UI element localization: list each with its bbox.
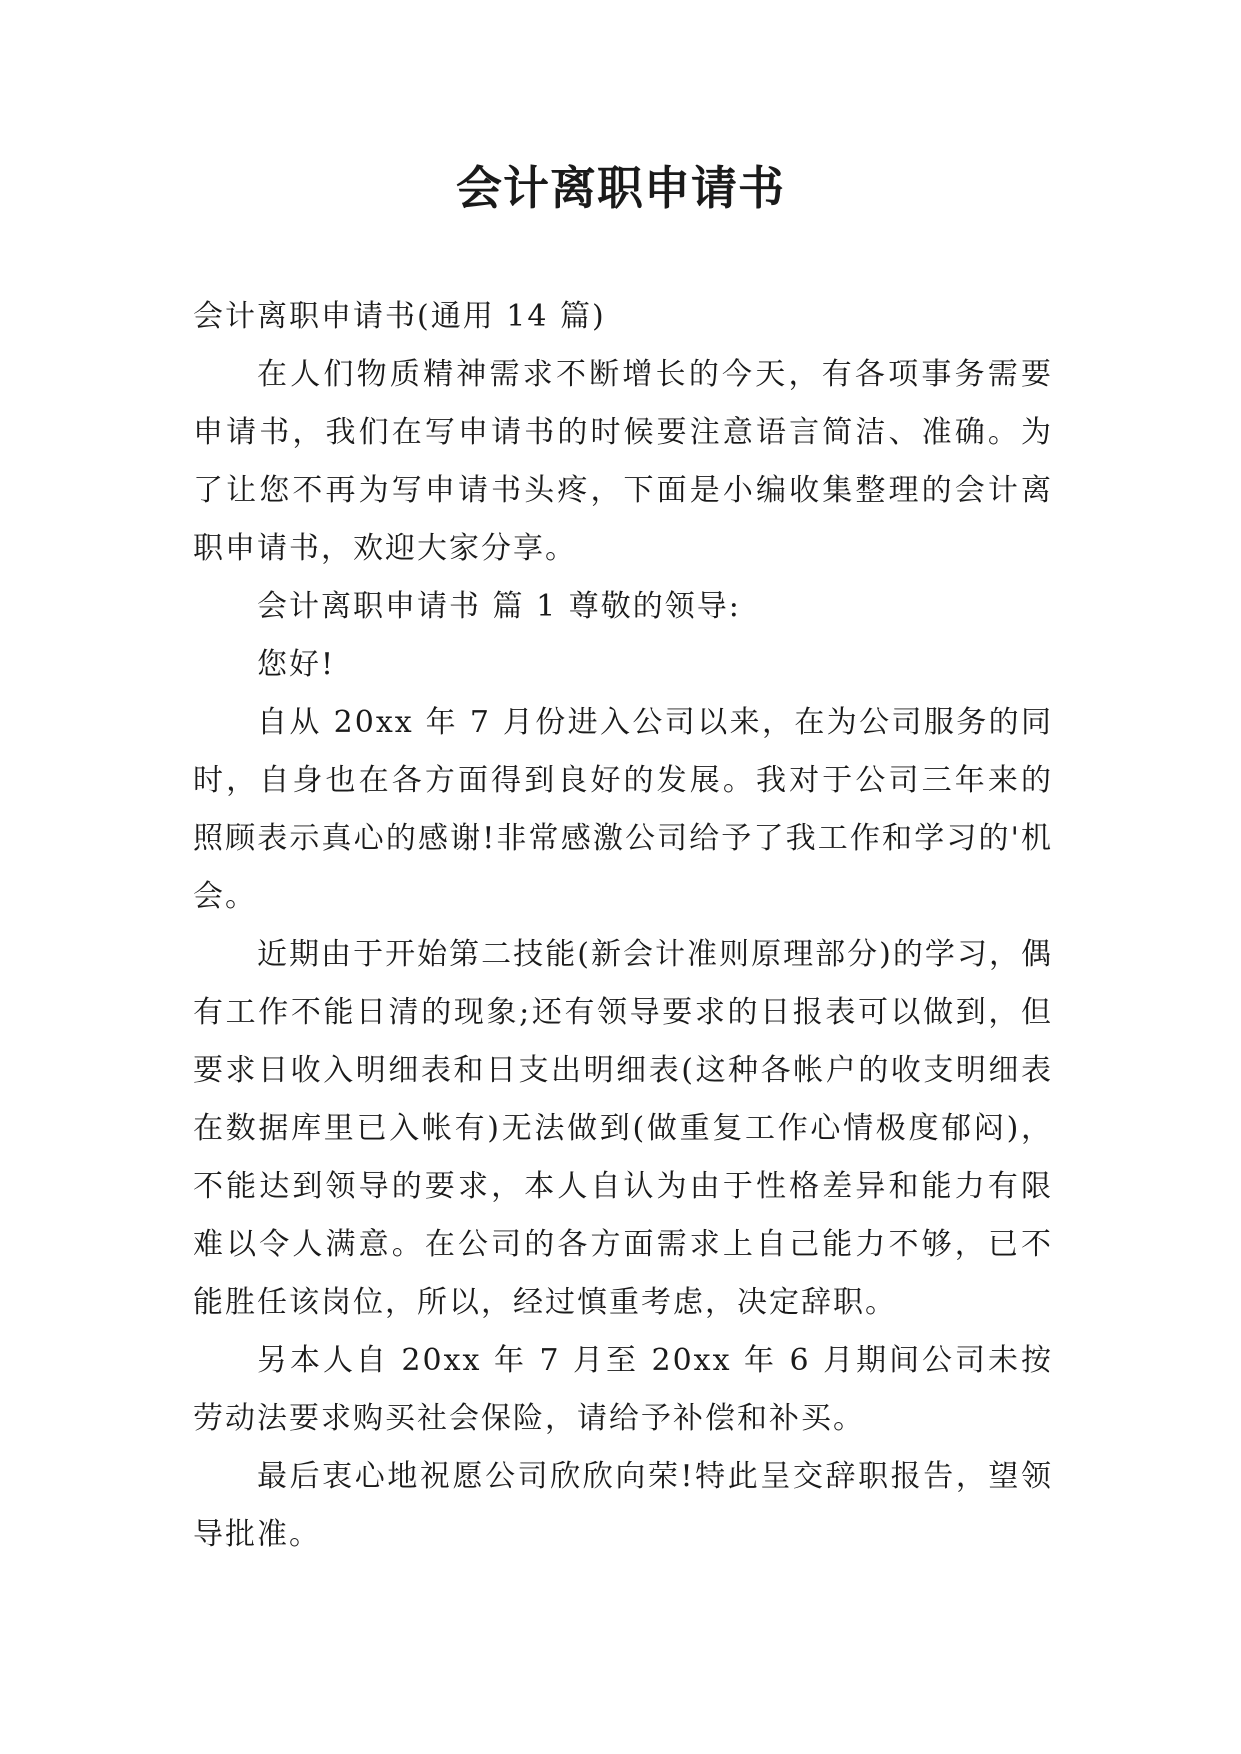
document-body [193, 288, 1053, 1564]
paragraph-insurance: 另本人自 20xx 年 7 月至 20xx 年 6 月期间公司未按劳动法要求购买社会保险，请给予补偿和补买。 [193, 1343, 1053, 1436]
paragraph-closing: 最后衷心地祝愿公司欣欣向荣!特此呈交辞职报告，望领导批准。 [193, 1459, 1053, 1552]
document-subtitle: 会计离职申请书(通用 14 篇) [193, 299, 606, 334]
paragraph-intro: 在人们物质精神需求不断增长的今天，有各项事务需要申请书，我们在写申请书的时候要注意语言简洁、准确。为了让您不再为写申请书头疼，下面是小编收集整理的会计离职申请书，欢迎大家分享。 [193, 357, 1053, 566]
paragraph-greeting: 您好! [257, 647, 336, 682]
paragraph-background: 自从 20xx 年 7 月份进入公司以来，在为公司服务的同时，自身也在各方面得到良好的发展。我对于公司三年来的照顾表示真心的感谢!非常感激公司给予了我工作和学习的'机会。 [193, 705, 1053, 914]
paragraph-reasons: 近期由于开始第二技能(新会计准则原理部分)的学习，偶有工作不能日清的现象;还有领导要求的日报表可以做到，但要求日收入明细表和日支出明细表(这种各帐户的收支明细表在数据库里已入帐有)无法做到(做重复工作心情极度郁闷)，不能达到领导的要求，本人自认为由于性格差异和能力有限难以令人满意。在公司的各方面需求上自己能力不够，已不能胜任该岗位，所以，经过慎重考虑，决定辞职。 [193, 937, 1053, 1320]
paragraph-salutation: 会计离职申请书 篇 1 尊敬的领导: [257, 589, 741, 624]
document-title: 会计离职申请书 [456, 161, 785, 215]
